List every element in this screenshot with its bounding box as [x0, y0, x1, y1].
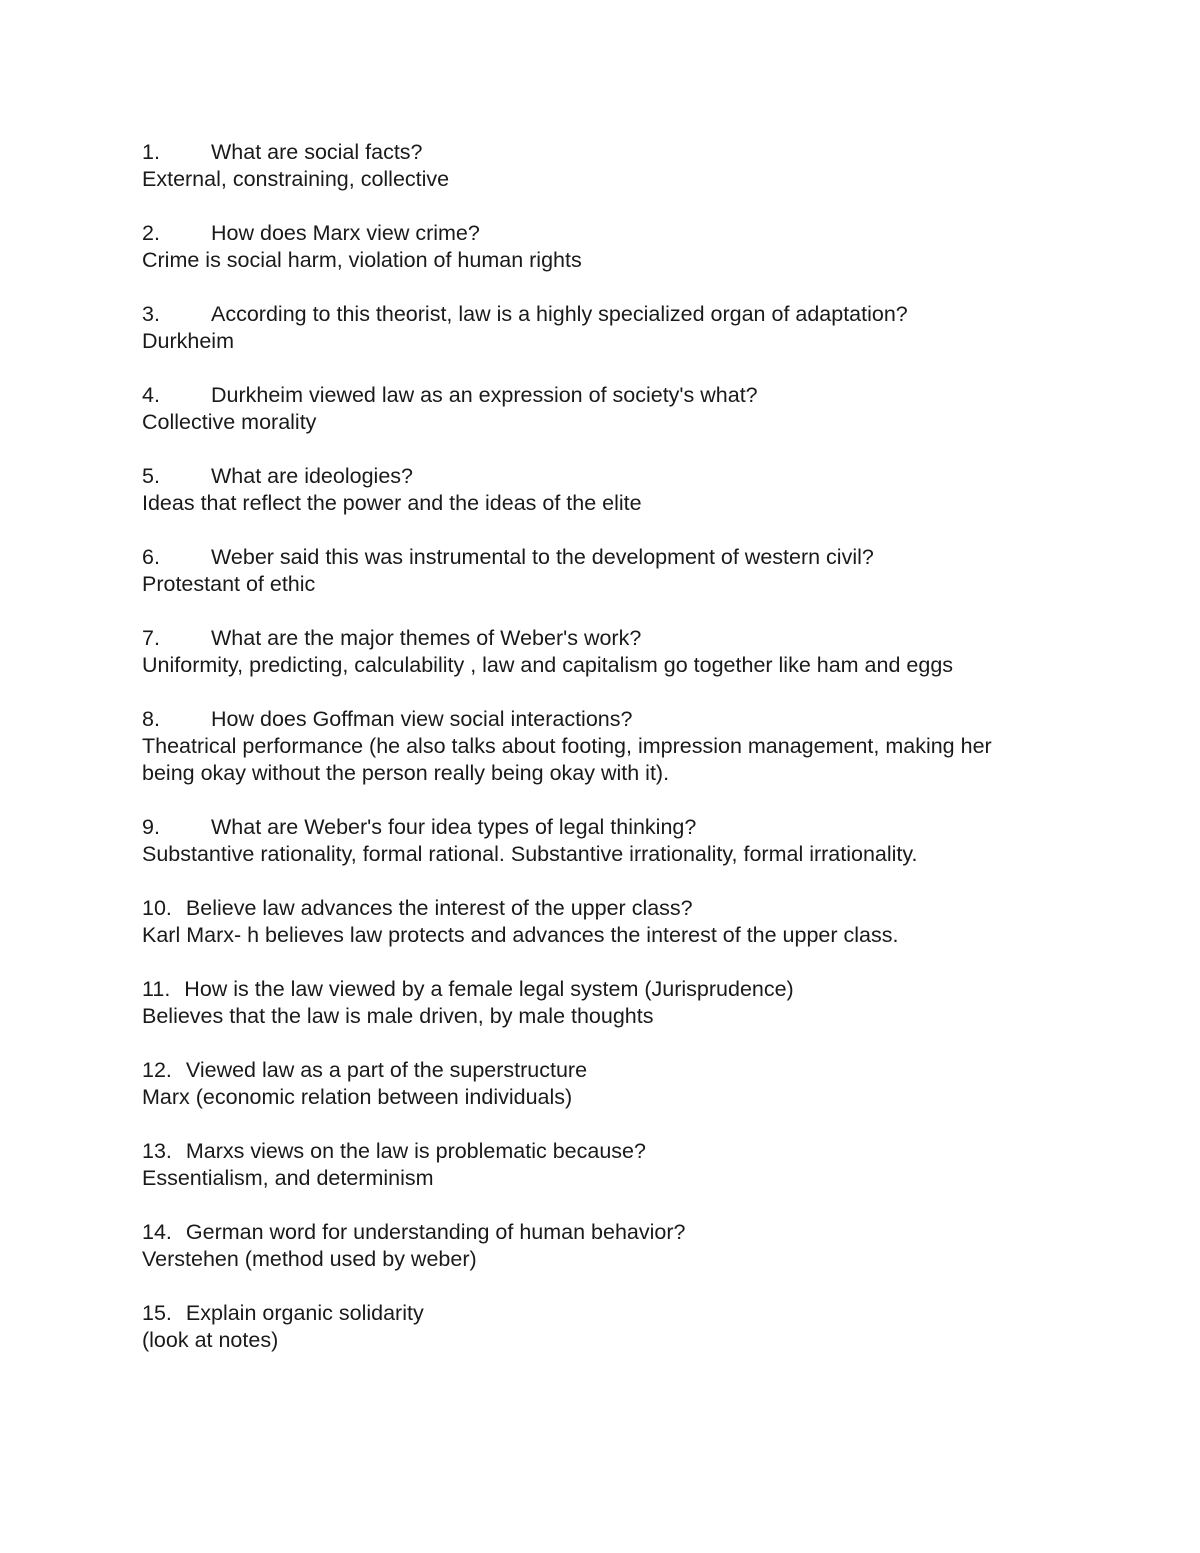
question-line	[142, 544, 1042, 571]
question-number: 13.	[142, 1139, 172, 1163]
answer-text: Uniformity, predicting, calculability , law and capitalism go together like ham and eggs	[142, 653, 954, 677]
answer-text: Karl Marx- h believes law protects and advances the interest of the upper class.	[142, 923, 899, 947]
answer-text: Ideas that reflect the power and the ideas of the elite	[142, 491, 642, 515]
question-number: 14.	[142, 1220, 172, 1244]
question-text: How does Goffman view social interactions?	[211, 707, 633, 731]
answer-text: Theatrical performance (he also talks about footing, impression management, making her being okay without the person really being okay with it).	[142, 734, 992, 785]
answer-text: Protestant of ethic	[142, 572, 316, 596]
answer-text: Collective morality	[142, 410, 317, 434]
qa-item	[142, 1219, 1042, 1273]
answer-text: Crime is social harm, violation of human rights	[142, 248, 582, 272]
answer-text: Believes that the law is male driven, by male thoughts	[142, 1004, 654, 1028]
question-number: 15.	[142, 1301, 172, 1325]
question-line	[142, 382, 1042, 409]
question-line	[142, 301, 1042, 328]
question-text: Believe law advances the interest of the upper class?	[185, 896, 693, 920]
answer-text: Substantive rationality, formal rational. Substantive irrationality, formal irrationality.	[142, 842, 918, 866]
question-line	[142, 1057, 1042, 1084]
question-text: What are Weber's four idea types of legal thinking?	[211, 815, 697, 839]
question-number: 4.	[142, 383, 160, 407]
answer-text: Marx (economic relation between individuals)	[142, 1085, 573, 1109]
question-line	[142, 1219, 1042, 1246]
question-text: According to this theorist, law is a highly specialized organ of adaptation?	[211, 302, 908, 326]
question-text: German word for understanding of human behavior?	[185, 1220, 686, 1244]
question-line	[142, 706, 1042, 733]
question-line	[142, 814, 1042, 841]
answer-text: Verstehen (method used by weber)	[142, 1247, 477, 1271]
qa-item	[142, 1057, 1042, 1111]
question-line	[142, 625, 1042, 652]
document-page	[142, 139, 1042, 1381]
qa-item	[142, 139, 1042, 193]
question-line	[142, 1300, 1042, 1327]
answer-text: Essentialism, and determinism	[142, 1166, 434, 1190]
question-number: 12.	[142, 1058, 172, 1082]
question-number: 7.	[142, 626, 160, 650]
question-number: 2.	[142, 221, 160, 245]
question-text: Weber said this was instrumental to the development of western civil?	[211, 545, 874, 569]
qa-item	[142, 544, 1042, 598]
question-line	[142, 463, 1042, 490]
question-number: 9.	[142, 815, 160, 839]
qa-item	[142, 220, 1042, 274]
question-text: How does Marx view crime?	[211, 221, 480, 245]
question-line	[142, 139, 1042, 166]
question-number: 5.	[142, 464, 160, 488]
question-text: Explain organic solidarity	[185, 1301, 424, 1325]
qa-item	[142, 814, 1042, 868]
question-text: What are ideologies?	[211, 464, 413, 488]
answer-text: External, constraining, collective	[142, 167, 450, 191]
qa-item	[142, 976, 1042, 1030]
question-number: 10.	[142, 896, 172, 920]
qa-item	[142, 895, 1042, 949]
question-text: What are social facts?	[211, 140, 423, 164]
question-text: What are the major themes of Weber's work?	[211, 626, 642, 650]
question-number: 3.	[142, 302, 160, 326]
question-line	[142, 220, 1042, 247]
question-number: 6.	[142, 545, 160, 569]
question-text: Marxs views on the law is problematic because?	[185, 1139, 646, 1163]
qa-item	[142, 1138, 1042, 1192]
question-line	[142, 976, 1042, 1003]
answer-text: (look at notes)	[142, 1328, 279, 1352]
qa-item	[142, 382, 1042, 436]
question-text: How is the law viewed by a female legal system (Jurisprudence)	[184, 977, 794, 1001]
qa-item	[142, 463, 1042, 517]
qa-item	[142, 625, 1042, 679]
qa-item	[142, 706, 1042, 787]
qa-item	[142, 301, 1042, 355]
question-number: 8.	[142, 707, 160, 731]
answer-text: Durkheim	[142, 329, 234, 353]
qa-item	[142, 1300, 1042, 1354]
question-number: 11.	[142, 977, 171, 1001]
question-line	[142, 895, 1042, 922]
question-text: Durkheim viewed law as an expression of society's what?	[211, 383, 758, 407]
question-text: Viewed law as a part of the superstructure	[185, 1058, 588, 1082]
question-number: 1.	[142, 140, 160, 164]
question-line	[142, 1138, 1042, 1165]
